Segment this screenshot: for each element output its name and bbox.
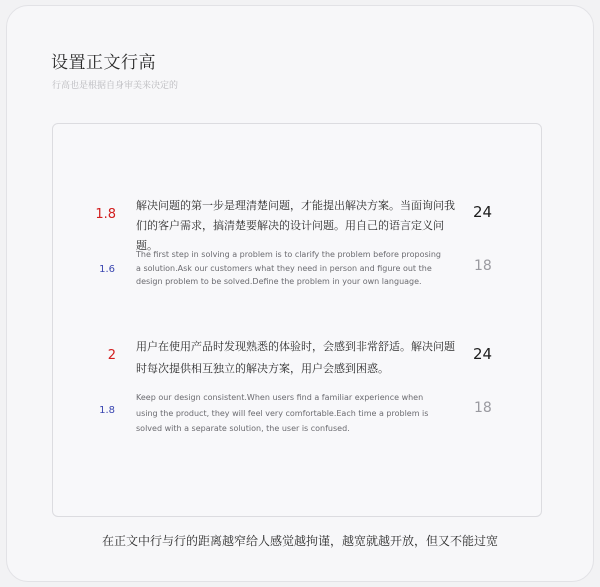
zh-font-size: 24 <box>473 345 493 363</box>
example-panel <box>52 123 542 517</box>
zh-line-height-ratio: 2 <box>107 348 116 363</box>
en-sample-paragraph: Keep our design consistent.When users find a familiar experience when using the product, they will feel very comfortable.Each time a problem is solved with a separate solution, the user is confused. <box>136 393 429 433</box>
en-sample-paragraph: The first step in solving a problem is to clarify the problem before proposing a solution.Ask our customers what they need in person and figure out the design problem to be solved.Define the problem in your own language. <box>136 250 442 286</box>
zh-line-height-ratio: 1.8 <box>95 207 116 222</box>
en-line-height-ratio: 1.8 <box>99 405 115 416</box>
zh-font-size: 24 <box>473 203 493 221</box>
en-font-size: 18 <box>474 400 492 416</box>
bottom-caption: 在正文中行与行的距离越窄给人感觉越拘谨，越宽就越开放，但又不能过宽 <box>101 534 498 548</box>
zh-sample-paragraph: 解决问题的第一步是理清楚问题，才能提出解决方案。当面询问我们的客户需求，搞清楚要解决的设计问题。用自己的语言定义问题。 <box>136 199 455 252</box>
page-subtitle: 行高也是根据自身审美来决定的 <box>52 81 179 91</box>
page-title: 设置正文行高 <box>51 53 156 73</box>
en-font-size: 18 <box>474 258 492 274</box>
zh-sample-paragraph: 用户在使用产品时发现熟悉的体验时，会感到非常舒适。解决问题时每次提供相互独立的解决方案，用户会感到困惑。 <box>136 340 455 375</box>
en-line-height-ratio: 1.6 <box>99 264 115 275</box>
